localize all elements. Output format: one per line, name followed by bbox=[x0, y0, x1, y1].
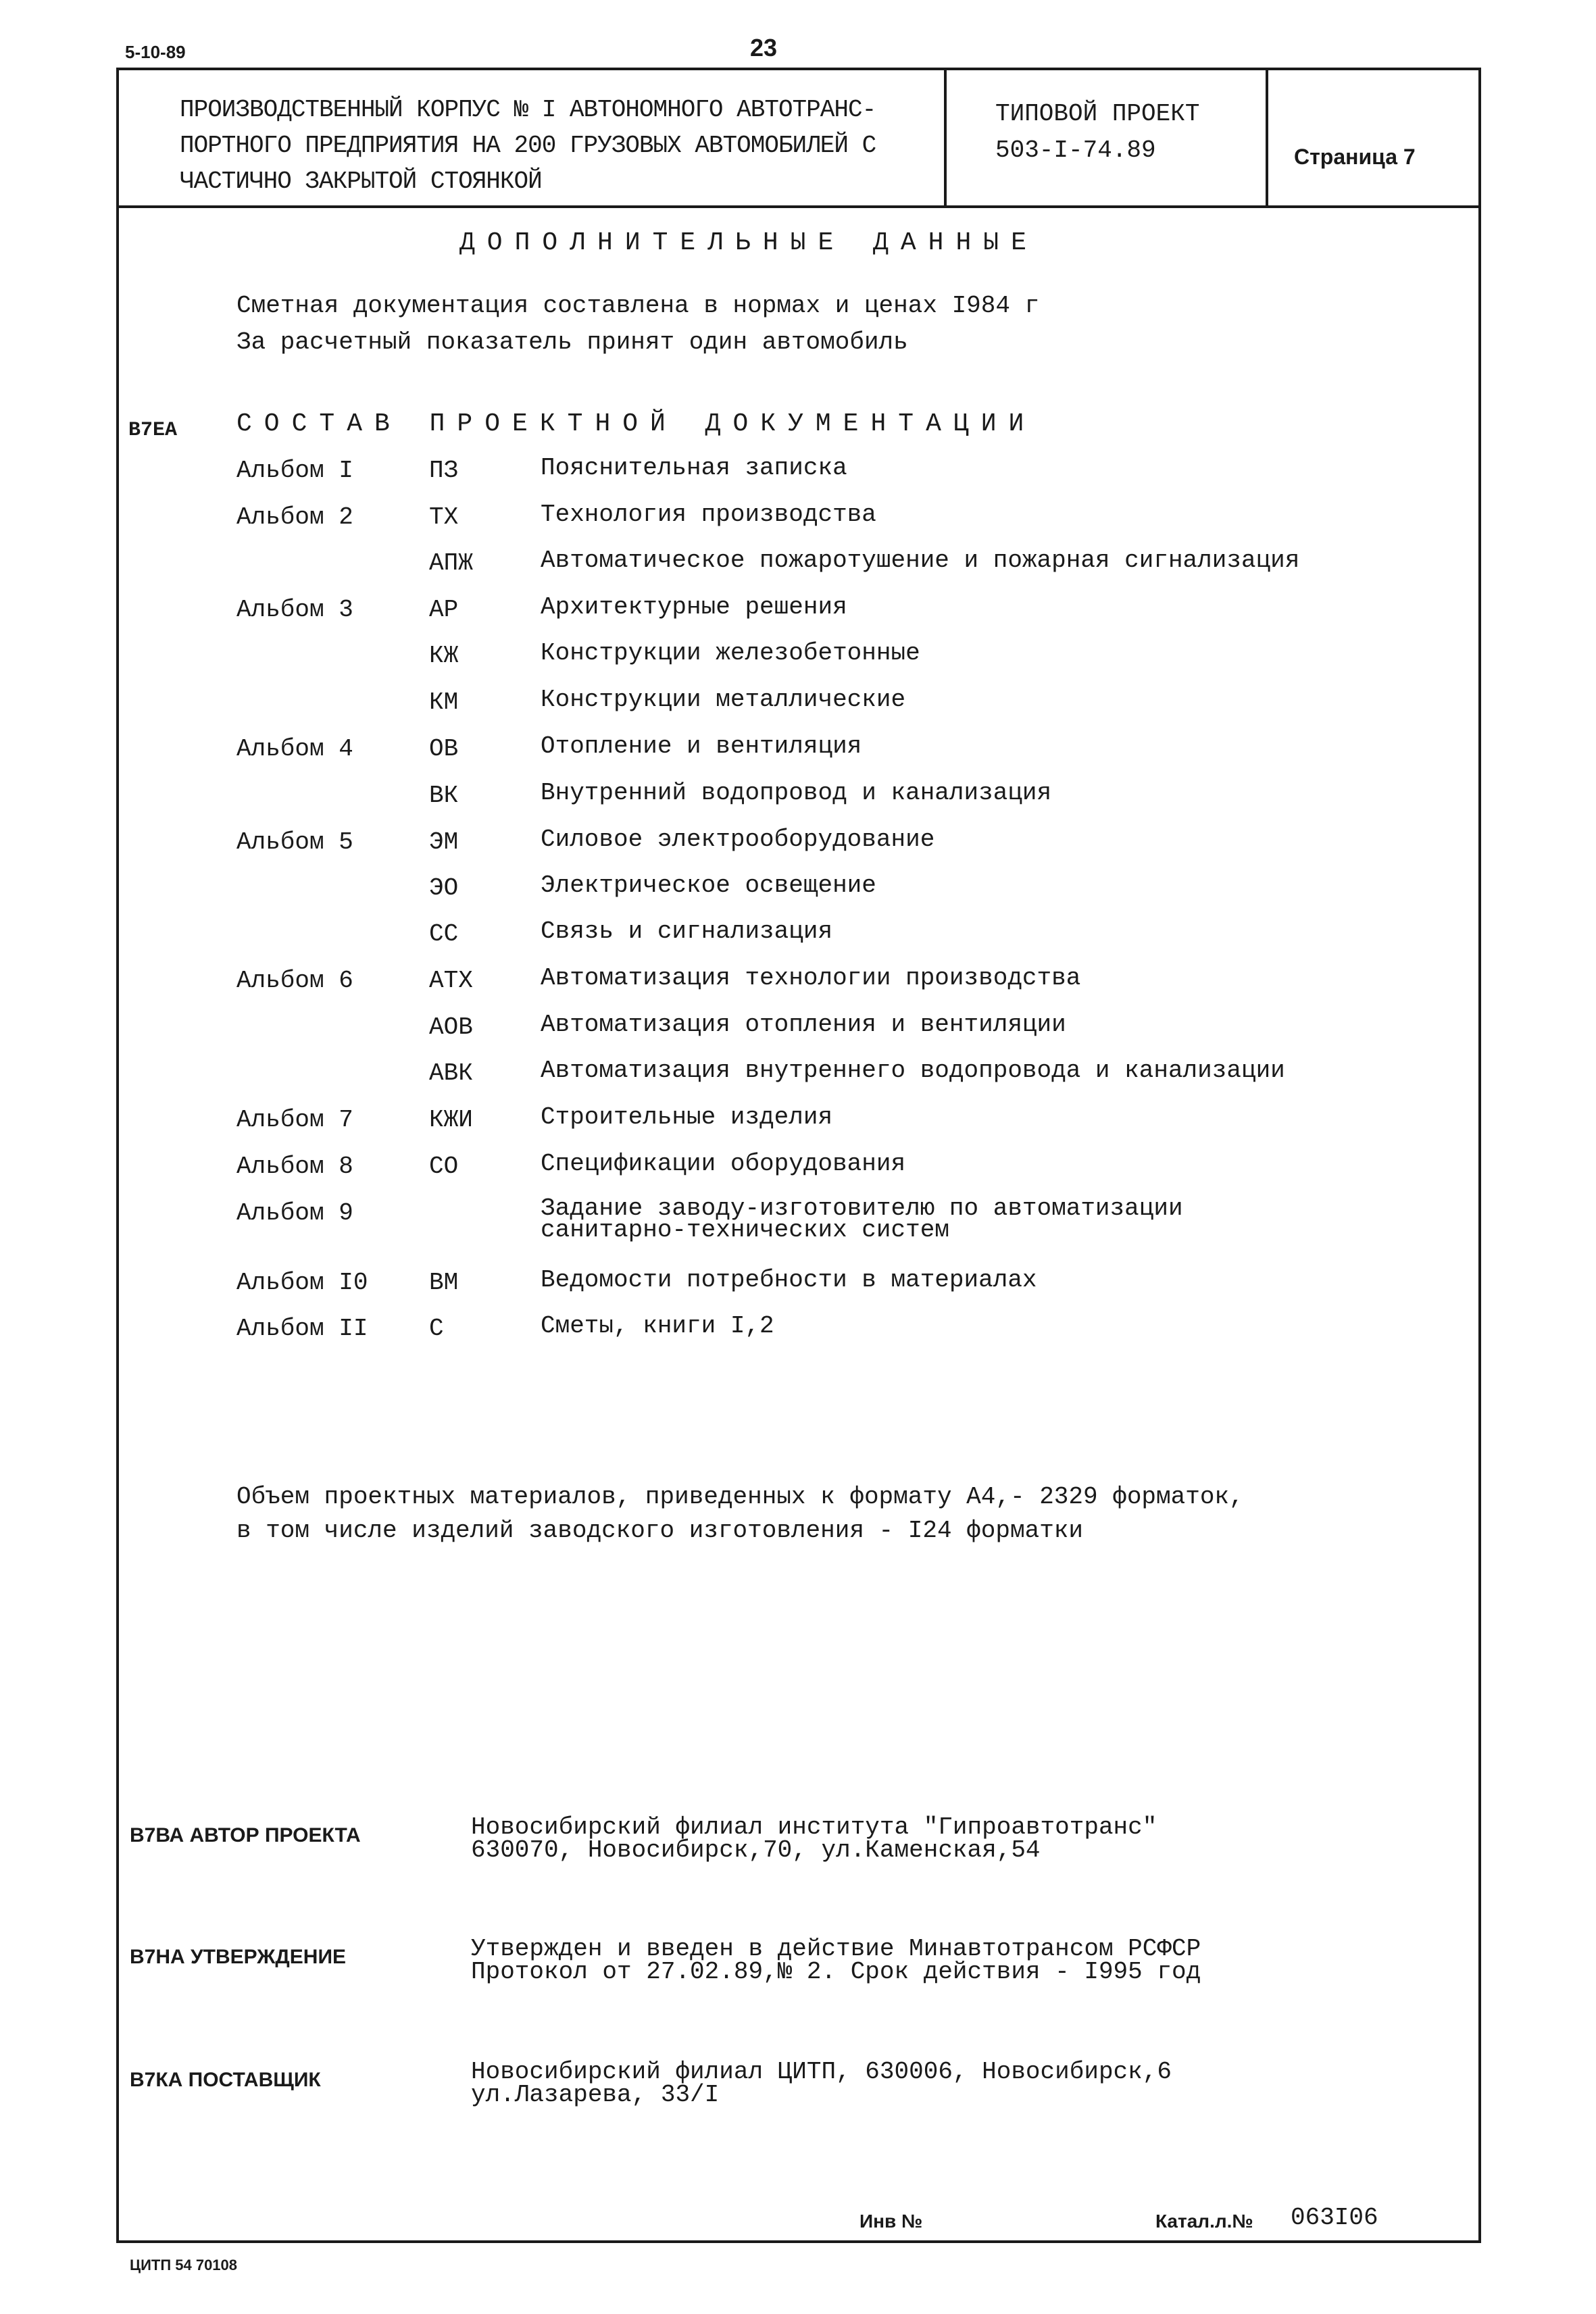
doc-code: ЭМ bbox=[429, 828, 459, 856]
title-line-1: ПРОИЗВОДСТВЕННЫЙ КОРПУС № I АВТОНОМНОГО АВТОТРАНС- bbox=[180, 96, 876, 124]
doc-code: КЖ bbox=[429, 642, 459, 670]
top-code: 5-10-89 bbox=[125, 42, 186, 62]
doc-description: Конструкции металлические bbox=[541, 686, 906, 713]
doc-code: КЖИ bbox=[429, 1106, 473, 1134]
doc-description: Сметы, книги I,2 bbox=[541, 1312, 774, 1340]
page-label: Страница 7 bbox=[1294, 145, 1416, 169]
doc-description: Технология производства bbox=[541, 501, 876, 528]
doc-code: ПЗ bbox=[429, 457, 459, 484]
page-number: 23 bbox=[750, 34, 778, 61]
volume-line-2: в том числе изделий заводского изготовления - I24 форматки bbox=[236, 1517, 1084, 1544]
doc-code: АТХ bbox=[429, 967, 473, 995]
supplier-label: В7КА ПОСТАВЩИК bbox=[130, 2069, 321, 2091]
album-label: Альбом 4 bbox=[236, 735, 353, 763]
doc-description: Пояснительная записка bbox=[541, 454, 847, 482]
album-label: Альбом I bbox=[236, 457, 353, 484]
title-line-2: ПОРТНОГО ПРЕДПРИЯТИЯ НА 200 ГРУЗОВЫХ АВТОМОБИЛЕЙ С bbox=[180, 132, 876, 159]
doc-code: ТХ bbox=[429, 503, 459, 531]
catalog-number: 063I06 bbox=[1291, 2204, 1378, 2232]
doc-description: Задание заводу-изготовителю по автоматизации bbox=[541, 1194, 1183, 1222]
approval-line-1: Утвержден и введен в действие Минавтотрансом РСФСР bbox=[471, 1935, 1201, 1963]
doc-code: ЭО bbox=[429, 874, 459, 902]
project-number: 503-I-74.89 bbox=[995, 136, 1156, 164]
doc-description: Отопление и вентиляция bbox=[541, 732, 862, 760]
author-label: В7ВА АВТОР ПРОЕКТА bbox=[130, 1824, 361, 1846]
doc-code: С bbox=[429, 1315, 444, 1342]
doc-description: Спецификации оборудования bbox=[541, 1150, 906, 1178]
project-cell bbox=[947, 70, 1268, 205]
doc-description: Автоматизация внутреннего водопровода и канализации bbox=[541, 1057, 1285, 1084]
title-block bbox=[119, 70, 1478, 208]
doc-code: АВК bbox=[429, 1059, 473, 1087]
album-label: Альбом 5 bbox=[236, 828, 353, 856]
additional-heading: ДОПОЛНИТЕЛЬНЫЕ ДАННЫЕ bbox=[459, 228, 1039, 257]
album-label: Альбом 9 bbox=[236, 1199, 353, 1227]
doc-description: Электрическое освещение bbox=[541, 872, 876, 899]
approval-line-2: Протокол от 27.02.89,№ 2. Срок действия - I995 год bbox=[471, 1958, 1201, 1986]
approval-label: В7НА УТВЕРЖДЕНИЕ bbox=[130, 1946, 347, 1968]
page-cell bbox=[1268, 70, 1478, 205]
doc-description: Архитектурные решения bbox=[541, 593, 847, 621]
doc-description: Связь и сигнализация bbox=[541, 917, 833, 945]
doc-description: Силовое электрооборудование bbox=[541, 826, 935, 853]
doc-code: СО bbox=[429, 1153, 459, 1180]
album-label: Альбом 6 bbox=[236, 967, 353, 995]
doc-description: Автоматизация отопления и вентиляции bbox=[541, 1011, 1066, 1038]
doc-code: АР bbox=[429, 596, 459, 624]
album-label: Альбом 8 bbox=[236, 1153, 353, 1180]
doc-description: Автоматическое пожаротушение и пожарная сигнализация bbox=[541, 547, 1300, 574]
doc-description: Конструкции железобетонные bbox=[541, 639, 920, 667]
doc-code: АОВ bbox=[429, 1013, 473, 1041]
doc-description: Автоматизация технологии производства bbox=[541, 964, 1081, 992]
volume-line-1: Объем проектных материалов, приведенных к формату А4,- 2329 форматок, bbox=[236, 1483, 1244, 1511]
album-label: Альбом 3 bbox=[236, 596, 353, 624]
estimate-note: Сметная документация составлена в нормах и ценах I984 г bbox=[236, 292, 1040, 320]
doc-code: ВМ bbox=[429, 1269, 459, 1297]
doc-description-cont: санитарно-технических систем bbox=[541, 1216, 949, 1244]
doc-code: ВК bbox=[429, 782, 459, 809]
catalog-label: Катал.л.№ bbox=[1155, 2211, 1253, 2232]
composition-heading: СОСТАВ ПРОЕКТНОЙ ДОКУМЕНТАЦИИ bbox=[236, 409, 1037, 438]
project-label: ТИПОВОЙ ПРОЕКТ bbox=[995, 100, 1200, 128]
printer-stamp: ЦИТП 54 70108 bbox=[130, 2257, 238, 2273]
doc-description: Внутренний водопровод и канализация bbox=[541, 779, 1052, 807]
doc-description: Ведомости потребности в материалах bbox=[541, 1266, 1037, 1294]
doc-description: Строительные изделия bbox=[541, 1103, 833, 1131]
doc-code: АПЖ bbox=[429, 549, 473, 577]
supplier-line-2: ул.Лазарева, 33/I bbox=[471, 2081, 720, 2109]
doc-code: ОВ bbox=[429, 735, 459, 763]
author-line-1: Новосибирский филиал института "Гипроавтотранс" bbox=[471, 1813, 1157, 1841]
author-line-2: 630070, Новосибирск,70, ул.Каменская,54 bbox=[471, 1836, 1041, 1864]
supplier-line-1: Новосибирский филиал ЦИТП, 630006, Новосибирск,6 bbox=[471, 2058, 1172, 2086]
composition-code: В7ЕА bbox=[128, 419, 178, 442]
album-label: Альбом II bbox=[236, 1315, 368, 1342]
indicator-note: За расчетный показатель принят один автомобиль bbox=[236, 328, 908, 356]
inventory-label: Инв № bbox=[859, 2211, 923, 2232]
album-label: Альбом 2 bbox=[236, 503, 353, 531]
doc-code: СС bbox=[429, 920, 459, 948]
album-label: Альбом I0 bbox=[236, 1269, 368, 1297]
doc-code: КМ bbox=[429, 688, 459, 716]
title-line-3: ЧАСТИЧНО ЗАКРЫТОЙ СТОЯНКОЙ bbox=[180, 168, 542, 195]
title-cell bbox=[119, 70, 947, 205]
album-label: Альбом 7 bbox=[236, 1106, 353, 1134]
